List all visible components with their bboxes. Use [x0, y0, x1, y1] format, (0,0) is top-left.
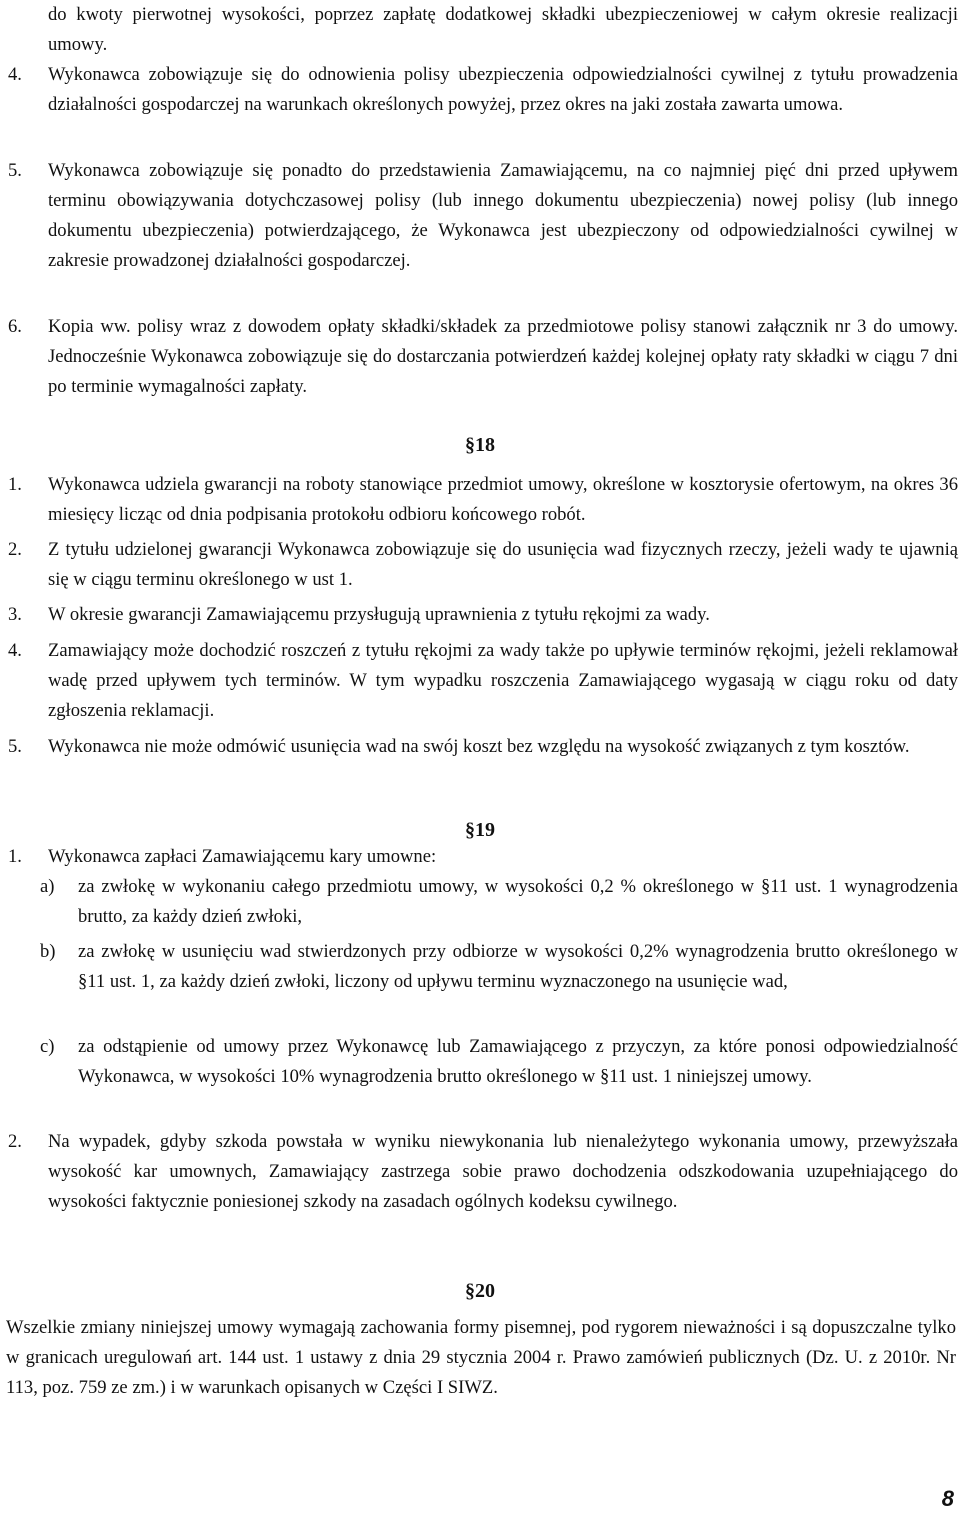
item-text: Kopia ww. polisy wraz z dowodem opłaty składki/składek za przedmiotowe polisy stanowi załącznik nr 3 do umowy. Jednocześnie Wykonawca zobowiązuje się do dostarczania potwierdzeń każdej kolejnej opłaty raty składki w ciągu 7 dni po terminie wymagalności zapłaty.	[48, 316, 958, 397]
s19-sub-c	[8, 1032, 958, 1092]
sub-item-letter: b)	[40, 941, 56, 962]
sub-item-letter: a)	[40, 876, 55, 897]
item-text: Wykonawca udziela gwarancji na roboty stanowiące przedmiot umowy, określone w kosztorysie ofertowym, na okres 36 miesięcy licząc od dnia podpisania protokołu odbioru końcowego robót.	[48, 474, 958, 525]
item-text: Z tytułu udzielonej gwarancji Wykonawca zobowiązuje się do usunięcia wad fizycznych rzeczy, jeżeli wady te ujawnią się w ciągu terminu określonego w ust 1.	[48, 539, 958, 590]
sub-item-text: za zwłokę w usunięciu wad stwierdzonych przy odbiorze w wysokości 0,2% wynagrodzenia brutto określonego w §11 ust. 1, za każdy dzień zwłoki, liczony od upływu terminu wyznaczonego na usunięcie wad,	[78, 941, 958, 992]
item-number: 2.	[8, 1131, 22, 1152]
item-number: 1.	[8, 474, 22, 495]
s19-item-1	[8, 842, 958, 872]
s18-item-1	[8, 470, 958, 530]
item-number: 1.	[8, 846, 22, 867]
s18-item-2	[8, 535, 958, 595]
item-number: 5.	[8, 736, 22, 757]
s18-item-4	[8, 636, 958, 726]
item-text: W okresie gwarancji Zamawiającemu przysługują uprawnienia z tytułu rękojmi za wady.	[48, 604, 710, 625]
item-number: 5.	[8, 160, 22, 181]
item-text: Zamawiający może dochodzić roszczeń z tytułu rękojmi za wady także po upływie terminów rękojmi, jeżeli reklamował wadę przed upływem tych terminów. W tym wypadku roszczenia Zamawiającego wygasają w ciągu roku od daty zgłoszenia reklamacji.	[48, 640, 958, 721]
section-heading-18: §18	[465, 434, 495, 456]
item-number: 4.	[8, 64, 22, 85]
sub-item-text: za zwłokę w wykonaniu całego przedmiotu umowy, w wysokości 0,2 % określonego w §11 ust. 1 wynagrodzenia brutto, za każdy dzień zwłoki,	[78, 876, 958, 927]
item-text: Na wypadek, gdyby szkoda powstała w wyniku niewykonania lub nienależytego wykonania umowy, przewyższała wysokość kar umownych, Zamawiający zastrzega sobie prawo dochodzenia odszkodowania uzupełniającego do wysokości faktycznie poniesionej szkody na zasadach ogólnych kodeksu cywilnego.	[48, 1131, 958, 1212]
sub-item-letter: c)	[40, 1036, 55, 1057]
item-text: Wykonawca zapłaci Zamawiającemu kary umowne:	[48, 846, 437, 867]
s17-item-6	[8, 312, 958, 402]
item-number: 6.	[8, 316, 22, 337]
s19-sub-a	[8, 872, 958, 932]
item-text: Wykonawca zobowiązuje się ponadto do przedstawienia Zamawiającemu, na co najmniej pięć dni przed upływem terminu obowiązywania dotychczasowej polisy (lub innego dokumentu ubezpieczenia) nowej polisy (lub innego dokumentu ubezpieczenia) potwierdzającego, że Wykonawca jest ubezpieczony od odpowiedzialności cywilnej w zakresie prowadzonej działalności gospodarczej.	[48, 160, 958, 271]
s17-item-4	[8, 60, 958, 120]
s18-item-5	[8, 732, 958, 762]
section-heading-20: §20	[465, 1280, 495, 1302]
continuation-paragraph	[8, 0, 958, 60]
item-number: 2.	[8, 539, 22, 560]
s19-item-2	[8, 1127, 958, 1217]
s17-item-5	[8, 156, 958, 276]
s20-paragraph: Wszelkie zmiany niniejszej umowy wymagają zachowania formy pisemnej, pod rygorem nieważności i są dopuszczalne tylko w granicach uregulowań art. 144 ust. 1 ustawy z dnia 29 stycznia 2004 r. Prawo zamówień publicznych (Dz. U. z 2010r. Nr 113, poz. 759 ze zm.) i w warunkach opisanych w Części I SIWZ.	[6, 1317, 956, 1398]
s19-sub-b	[8, 937, 958, 997]
continuation-text: do kwoty pierwotnej wysokości, poprzez zapłatę dodatkowej składki ubezpieczeniowej w całym okresie realizacji umowy.	[48, 4, 958, 55]
item-text: Wykonawca zobowiązuje się do odnowienia polisy ubezpieczenia odpowiedzialności cywilnej z tytułu prowadzenia działalności gospodarczej na warunkach określonych powyżej, przez okres na jaki została zawarta umowa.	[48, 64, 958, 115]
sub-item-text: za odstąpienie od umowy przez Wykonawcę lub Zamawiającego z przyczyn, za które ponosi odpowiedzialność Wykonawca, w wysokości 10% wynagrodzenia brutto określonego w §11 ust. 1 niniejszej umowy.	[78, 1036, 958, 1087]
item-text: Wykonawca nie może odmówić usunięcia wad na swój koszt bez względu na wysokość związanych z tym kosztów.	[48, 736, 910, 757]
s18-item-3	[8, 600, 958, 630]
item-number: 3.	[8, 604, 22, 625]
page-number: 8	[941, 1486, 954, 1511]
section-heading-19: §19	[465, 819, 495, 841]
item-number: 4.	[8, 640, 22, 661]
